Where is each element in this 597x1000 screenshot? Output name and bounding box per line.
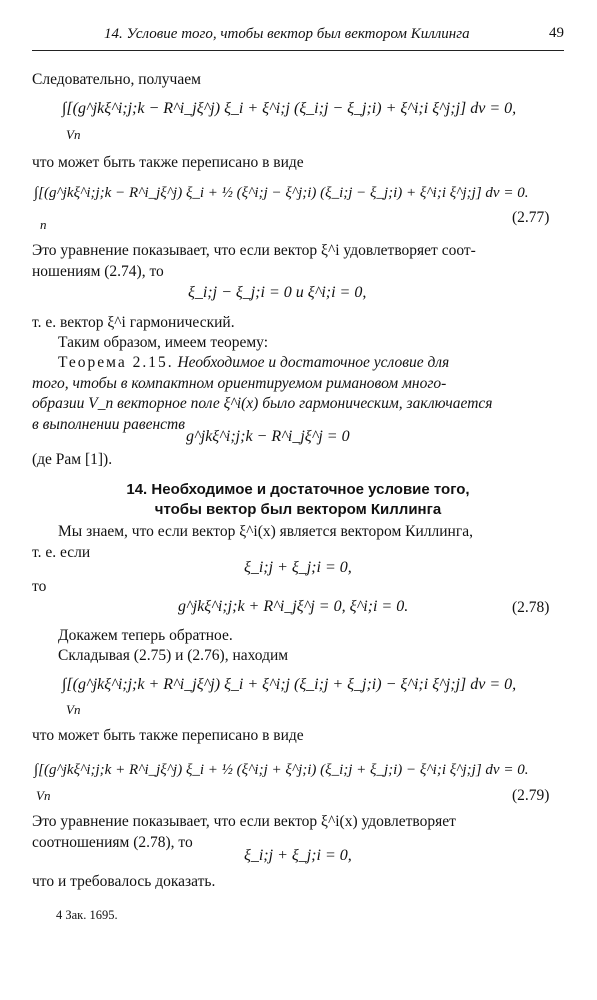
theorem-text: в выполнении равенств (32, 415, 185, 433)
text-line: что и требовалось доказать. (32, 873, 216, 890)
text-line: что может быть также переписано в виде (32, 154, 304, 171)
theorem-block (32, 353, 564, 435)
section-heading-line: 14. Необходимое и достаточное условие того, (126, 481, 470, 498)
equation: ∫[(g^jkξ^i;j;k + R^i_jξ^j) ξ_i + ξ^i;j (ξ_i;j + ξ_j;i) − ξ^i;i ξ^j;j] dv = 0, (62, 676, 517, 693)
equation: ξ_i;j + ξ_j;i = 0, (244, 847, 352, 864)
running-header (32, 20, 564, 51)
theorem-text: образии V_n векторное поле ξ^i(x) было гармоническим, заключается (32, 395, 493, 412)
equation: ∫[(g^jkξ^i;j;k − R^i_jξ^j) ξ_i + ξ^i;j (ξ_i;j − ξ_j;i) + ξ^i;i ξ^j;j] dv = 0, (62, 100, 517, 117)
paragraph-line: Мы знаем, что если вектор ξ^i(x) является вектором Киллинга, (58, 523, 473, 540)
paragraph-line: т. е. если (32, 543, 91, 561)
paragraph-line: Это уравнение показывает, что если вектор ξ^i(x) удовлетворяет (32, 813, 456, 830)
equation: g^jkξ^i;j;k + R^i_jξ^j = 0, ξ^i;i = 0. (178, 598, 409, 615)
integral-domain: Vn (66, 127, 81, 142)
paragraph-line: соотношениям (2.78), то (32, 833, 193, 851)
paragraph-line: ношениям (2.74), то (32, 262, 164, 280)
theorem-text: Необходимое и достаточное условие для (177, 354, 450, 371)
equation-number: (2.79) (512, 787, 550, 804)
theorem-text: того, чтобы в компактном ориентируемом римановом много- (32, 374, 447, 392)
text-line: т. е. вектор ξ^i гармонический. (32, 314, 235, 331)
printer-signature: 4 Зак. 1695. (56, 908, 118, 922)
paragraph-line: Это уравнение показывает, что если вектор ξ^i удовлетворяет соот- (32, 242, 476, 259)
equation-number: (2.78) (512, 599, 550, 616)
equation: ∫[(g^jkξ^i;j;k − R^i_jξ^j) ξ_i + ½ (ξ^i;j − ξ^j;i) (ξ_i;j − ξ_j;i) + ξ^i;i ξ^j;j] dv = 0. (34, 185, 529, 201)
equation: g^jkξ^i;j;k − R^i_jξ^j = 0 (186, 428, 350, 445)
text-line: то (32, 578, 47, 595)
page-number: 49 (549, 25, 564, 41)
text-line: Складывая (2.75) и (2.76), находим (58, 647, 289, 664)
paragraph (32, 241, 564, 282)
text-line: Докажем теперь обратное. (58, 627, 233, 644)
equation: ∫[(g^jkξ^i;j;k + R^i_jξ^j) ξ_i + ½ (ξ^i;j + ξ^j;i) (ξ_i;j + ξ_j;i) − ξ^i;i ξ^j;j] dv = 0. (34, 762, 529, 778)
text-line: Следовательно, получаем (32, 71, 201, 88)
equation: ξ_i;j + ξ_j;i = 0, (244, 559, 352, 576)
text-line: Таким образом, имеем теорему: (58, 334, 269, 351)
running-title: 14. Условие того, чтобы вектор был вектором Киллинга (104, 26, 470, 42)
equation: ξ_i;j − ξ_j;i = 0 и ξ^i;i = 0, (188, 284, 367, 301)
integral-domain: Vn (36, 788, 51, 803)
text-line: что может быть также переписано в виде (32, 727, 304, 744)
integral-domain: Vn (66, 702, 81, 717)
theorem-label: Теорема 2.15. (58, 354, 174, 371)
paragraph (32, 522, 564, 563)
equation-number: (2.77) (512, 209, 550, 226)
section-heading-line: чтобы вектор был вектором Киллинга (154, 501, 442, 518)
integral-domain: n (40, 217, 47, 232)
text-line: (де Рам [1]). (32, 451, 113, 468)
section-heading (32, 480, 564, 520)
